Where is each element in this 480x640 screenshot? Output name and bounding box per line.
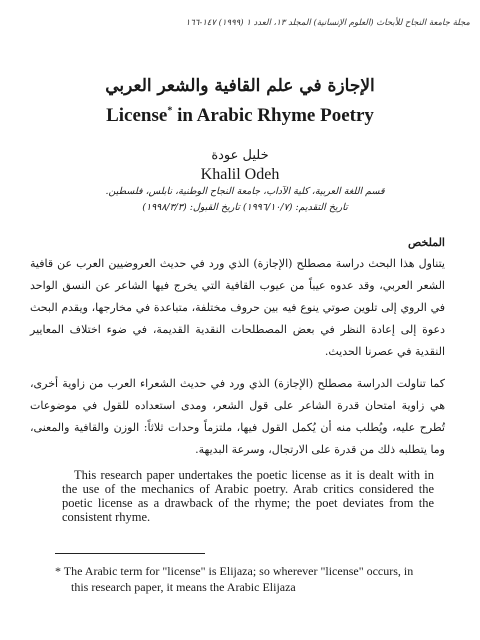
abstract-arabic-paragraph-2: كما تناولت الدراسة مصطلح (الإجازة) الذي ورد في حديث الشعراء العرب من زاوية أخرى، هي زاوية امتحان قدرة الشاعر على قول الشعر، ومدى استعداده للقول في موضوعات تُطرح عليه، ويُطلب منه أن يُكمل القول فيها، ملتزماً وحدات ثلاثاً: الوزن والقافية والمعنى، وما يتطلبه ذلك من قدرة على الارتجال، وسرعة البديهة. xyxy=(30,377,445,456)
footnote-mark: * xyxy=(55,564,61,578)
title-english-main: License xyxy=(106,105,168,126)
abstract-heading-arabic: الملخص xyxy=(408,236,445,249)
abstract-english: This research paper undertakes the poetic license as it is dealt with in the use of the mechanics of Arabic poetry. Arab critics considered the poetic license as a drawback of the rhyme; the poet deviates from the consistent rhyme. xyxy=(62,468,434,524)
title-footnote-mark: * xyxy=(167,105,173,117)
author-name-arabic: خليل عودة xyxy=(211,148,269,163)
title-arabic: الإجازة في علم القافية والشعر العربي xyxy=(105,76,375,96)
submission-dates: تاريخ التقديم: (١٩٩٦/١٠/٧) تاريخ القبول: (١٩٩٨/٣/٣) xyxy=(142,202,348,213)
journal-header: مجلة جامعة النجاح للأبحاث (العلوم الإنسانية) المجلد ١٣، العدد ١ (١٩٩٩) ١٤٧-١٦٦ xyxy=(185,18,470,28)
footnote-divider xyxy=(55,553,205,554)
abstract-arabic-paragraph-1: يتناول هذا البحث دراسة مصطلح (الإجازة) الذي ورد في حديث العروضيين العرب عن قافية الشعر العربي، وقد عدوه عيباً من عيوب القافية التي يخرج فيها الشاعر عن النسق الواحد في الروي إلى تلوين صوتي ينوع فيه بين حروف مختلفة، متباعدة في مخارجها، ويقدم البحث دعوة إلى إعادة النظر في بعض المصطلحات النقدية القديمة، في ضوء اختلاف المعايير النقدية في عصرنا الحديث. xyxy=(30,257,445,358)
author-name-english: Khalil Odeh xyxy=(200,166,280,183)
footnote-line-2: this research paper, it means the Arabic Elijaza xyxy=(71,580,296,594)
footnote-line-1: The Arabic term for "license" is Elijaza; so wherever "license" occurs, in xyxy=(61,564,414,578)
title-english xyxy=(0,105,480,127)
title-english-rest: in Arabic Rhyme Poetry xyxy=(172,105,374,126)
footnote xyxy=(55,563,450,595)
author-affiliation: قسم اللغة العربية، كلية الآداب، جامعة النجاح الوطنية، نابلس، فلسطين. xyxy=(105,186,385,197)
